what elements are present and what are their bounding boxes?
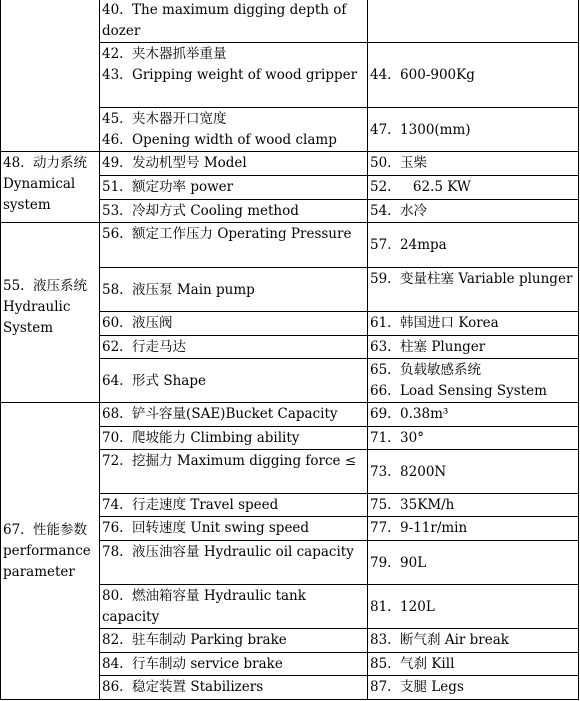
spec-name-cell: 49. 发动机型号 Model	[99, 151, 368, 176]
spec-name-cell: 74. 行走速度 Travel speed	[99, 493, 368, 517]
spec-name-cell: 86. 稳定装置 Stabilizers	[99, 675, 368, 700]
spec-name-cell: 51. 额定功率 power	[99, 175, 368, 200]
spec-name-cell: 64. 形式 Shape	[99, 358, 368, 403]
group-cell-hydraulic-system	[0, 222, 100, 403]
spec-name-cell: 62. 行走马达	[99, 335, 368, 359]
spec-value-cell: 59. 变量柱塞 Variable plunger	[367, 267, 579, 312]
spec-value-cell: 52. 62.5 KW	[367, 175, 579, 200]
spec-value-cell: 61. 韩国进口 Korea	[367, 311, 579, 336]
spec-name-cell: 45. 夹木器开口宽度 46. Opening width of wood clamp	[99, 107, 368, 152]
spec-value-cell: 47. 1300(mm)	[367, 107, 579, 152]
group-cell-dynamical-system	[0, 151, 100, 223]
spec-value-cell: 83. 断气刹 Air break	[367, 628, 579, 653]
spec-value-cell: 81. 120L	[367, 584, 579, 629]
spec-name-cell: 40. The maximum digging depth of dozer	[99, 0, 368, 43]
spec-value-cell: 63. 柱塞 Plunger	[367, 335, 579, 359]
spec-name-cell: 84. 行车制动 service brake	[99, 652, 368, 676]
spec-value-cell: 50. 玉柴	[367, 151, 579, 176]
spec-name-cell: 68. 铲斗容量(SAE)Bucket Capacity	[99, 402, 368, 427]
spec-name-cell: 42. 夹木器抓举重量 43. Gripping weight of wood gripper	[99, 42, 368, 108]
spec-value-cell: 77. 9-11r/min	[367, 516, 579, 541]
spec-name-cell: 82. 驻车制动 Parking brake	[99, 628, 368, 653]
group-cell-performance-parameter	[0, 402, 100, 700]
spec-name-cell: 58. 液压泵 Main pump	[99, 267, 368, 312]
spec-name-cell: 80. 燃油箱容量 Hydraulic tank capacity	[99, 584, 368, 629]
group-label: 55. 液压系统 Hydraulic System	[3, 277, 92, 336]
spec-value-cell: 87. 支腿 Legs	[367, 675, 579, 700]
spec-value-cell: 54. 水冷	[367, 199, 579, 223]
spec-value-cell: 85. 气刹 Kill	[367, 652, 579, 676]
spec-value-cell: 71. 30°	[367, 426, 579, 450]
group-cell-empty	[0, 0, 100, 152]
spec-name-cell: 60. 液压阀	[99, 311, 368, 336]
spec-value-cell: 75. 35KM/h	[367, 493, 579, 517]
spec-value-cell: 79. 90L	[367, 540, 579, 585]
spec-value-cell: 57. 24mpa	[367, 222, 579, 268]
spec-value-cell: 65. 负载敏感系统 66. Load Sensing System	[367, 358, 579, 403]
group-label: 67. 性能参数 performance parameter	[3, 522, 96, 580]
spec-value-cell	[367, 0, 579, 43]
spec-value-cell: 73. 8200N	[367, 449, 579, 494]
spec-name-cell: 72. 挖掘力 Maximum digging force ≤	[99, 449, 368, 494]
spec-name-cell: 78. 液压油容量 Hydraulic oil capacity	[99, 540, 368, 585]
spec-value-cell: 44. 600-900Kg	[367, 42, 579, 108]
spec-name-cell: 76. 回转速度 Unit swing speed	[99, 516, 368, 541]
spec-name-cell: 70. 爬坡能力 Climbing ability	[99, 426, 368, 450]
spec-value-cell: 69. 0.38m³	[367, 402, 579, 427]
spec-name-cell: 53. 冷却方式 Cooling method	[99, 199, 368, 223]
spec-name-cell: 56. 额定工作压力 Operating Pressure	[99, 222, 368, 268]
group-label: 48. 动力系统 Dynamical system	[3, 155, 92, 213]
